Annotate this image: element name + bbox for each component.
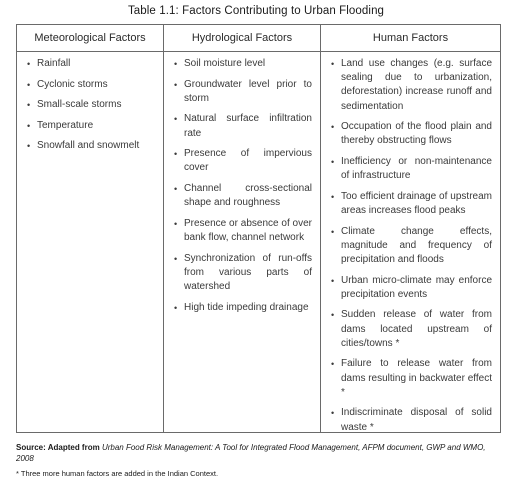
source-citation: [16, 442, 496, 464]
bullet-icon: •: [331, 359, 335, 370]
list-item: [27, 78, 155, 92]
bullet-icon: •: [331, 275, 335, 286]
column-header: Meteorological Factors: [17, 25, 163, 52]
list-item-text: Groundwater level prior to storm: [184, 78, 312, 104]
bullet-icon: •: [174, 79, 178, 90]
list-item-text: Presence of impervious cover: [184, 148, 312, 174]
list-item: [331, 308, 492, 351]
list-item-text: Indiscriminate disposal of solid waste *: [341, 407, 492, 433]
bullet-icon: •: [331, 408, 335, 419]
list-item: [331, 274, 492, 302]
list-item-text: Cyclonic storms: [37, 78, 108, 90]
list-item: [174, 252, 312, 295]
bullet-icon: •: [331, 226, 335, 237]
list-item: [174, 147, 312, 175]
bullet-icon: •: [174, 59, 178, 69]
bullet-icon: •: [27, 59, 31, 69]
source-label: Source: Adapted from: [16, 443, 100, 452]
bullet-icon: •: [27, 100, 31, 111]
list-item: [174, 78, 312, 106]
list-item-text: Snowfall and snowmelt: [37, 140, 140, 152]
table-title: Table 1.1: Factors Contributing to Urban Flooding: [127, 5, 385, 17]
list-item: [27, 139, 155, 153]
list-item-text: Small-scale storms: [37, 99, 122, 111]
column-header: Human Factors: [321, 25, 500, 52]
list-item: [174, 217, 312, 245]
bullet-icon: •: [174, 149, 178, 160]
factor-list: [321, 52, 500, 435]
bullet-icon: •: [331, 59, 335, 69]
list-item: [27, 98, 155, 112]
bullet-icon: •: [174, 218, 178, 229]
bullet-icon: •: [27, 120, 31, 131]
bullet-icon: •: [174, 253, 178, 264]
list-item: [174, 301, 312, 315]
list-item: [27, 119, 155, 133]
list-item-text: Temperature: [37, 119, 94, 131]
factors-table: [16, 24, 501, 433]
list-item-text: Occupation of the flood plain and thereby obstructing flows: [341, 121, 492, 147]
list-item-text: Natural surface infiltration rate: [184, 113, 312, 139]
source-text: Urban Food Risk Management: A Tool for Integrated Flood Management, AFPM document, GWP and WMO, 2008: [16, 443, 486, 463]
list-item: [331, 406, 492, 434]
list-item-text: Soil moisture level: [184, 58, 266, 69]
list-item-text: Rainfall: [37, 58, 71, 69]
list-item-text: Too efficient drainage of upstream areas increases flood peaks: [341, 190, 492, 216]
bullet-icon: •: [174, 183, 178, 194]
bullet-icon: •: [331, 157, 335, 167]
list-item: [331, 57, 492, 114]
column-meteorological: [17, 25, 164, 432]
list-item: [331, 225, 492, 268]
list-item: [174, 57, 312, 71]
list-item-text: Failure to release water from dams resulting in backwater effect *: [341, 358, 493, 398]
list-item: [331, 120, 492, 148]
column-header: Hydrological Factors: [164, 25, 320, 52]
list-item: [174, 182, 312, 210]
list-item-text: Presence or absence of over bank flow, channel network: [184, 217, 312, 243]
list-item-text: Urban micro-climate may enforce precipitation events: [341, 274, 492, 300]
footnote: * Three more human factors are added in the Indian Context.: [16, 469, 219, 478]
list-item-text: Land use changes (e.g. surface sealing due to urbanization, deforestation) increase runoff and sedimentation: [341, 58, 492, 112]
bullet-icon: •: [331, 122, 335, 133]
factor-list: [17, 52, 163, 154]
list-item-text: Channel cross-sectional shape and roughness: [184, 182, 312, 209]
list-item-text: Synchronization of run-offs from various parts of watershed: [184, 252, 312, 292]
list-item: [331, 357, 492, 400]
list-item-text: Climate change effects, magnitude and frequency of precipitation and floods: [341, 225, 492, 265]
bullet-icon: •: [331, 191, 335, 202]
bullet-icon: •: [331, 310, 335, 321]
column-human: [321, 25, 500, 432]
list-item: [27, 57, 155, 71]
list-item: [174, 112, 312, 140]
column-hydrological: [164, 25, 321, 432]
list-item: [331, 155, 492, 183]
factor-list: [164, 52, 320, 315]
list-item: [331, 190, 492, 218]
list-item-text: High tide impeding drainage: [184, 301, 309, 313]
bullet-icon: •: [27, 79, 31, 90]
list-item-text: Sudden release of water from dams located upstream of cities/towns *: [341, 309, 492, 349]
list-item-text: Inefficiency or non-maintenance of infrastructure: [341, 156, 492, 182]
bullet-icon: •: [174, 114, 178, 125]
bullet-icon: •: [174, 302, 178, 313]
bullet-icon: •: [27, 141, 31, 152]
